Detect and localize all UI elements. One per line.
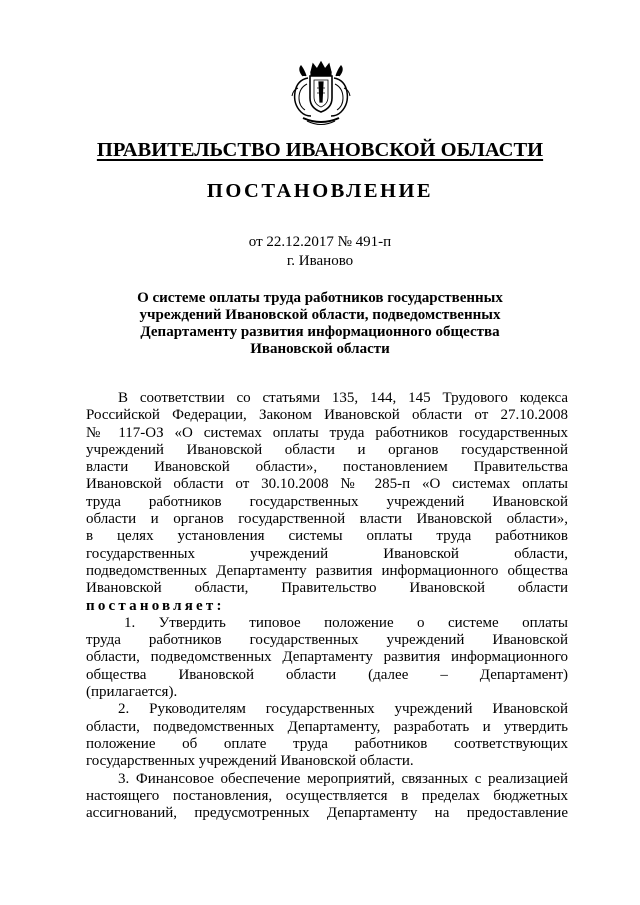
text-line: труда работников государственных учреждений Ивановской (86, 493, 568, 510)
item-1-paragraph (86, 615, 568, 701)
resolves-keyword: постановляет: (86, 597, 225, 614)
text-line: положение об оплате труда работников соответствующих (86, 735, 568, 752)
item-2-paragraph (86, 701, 568, 770)
government-title: ПРАВИТЕЛЬСТВО ИВАНОВСКОЙ ОБЛАСТИ (96, 139, 544, 161)
text-line: Российской Федерации, Законом Ивановской области от 27.10.2008 (86, 407, 568, 424)
text-line: области, подведомственных Департаменту, разработать и утвердить (86, 718, 568, 735)
subject-line: Департаменту развития информационного общества (140, 324, 500, 340)
city-name: г. Иваново (286, 253, 354, 269)
text-line: власти Ивановской области», постановлением Правительства (86, 459, 568, 476)
document-subject (110, 290, 530, 358)
text-line: в целях установления системы оплаты труда работников (86, 528, 568, 545)
text-line: общества Ивановской области (далее – Департамент) (86, 666, 568, 683)
text-line: труда работников государственных учреждений Ивановской (86, 632, 568, 649)
text-line: учреждений Ивановской области и органов государственной (86, 441, 568, 458)
text-line: (прилагается). (86, 684, 178, 701)
coat-of-arms-icon (289, 58, 353, 128)
text-line: государственных учреждений Ивановской области, (86, 545, 568, 562)
text-line: 1. Утвердить типовое положение о системе оплаты (124, 614, 568, 631)
subject-line: учреждений Ивановской области, подведомственных (139, 307, 501, 323)
date-number: от 22.12.2017 № 491-п (248, 234, 392, 250)
text-line: Ивановской области, Правительство Ивановской области (86, 580, 568, 597)
preamble-paragraph (86, 390, 568, 615)
text-line: ассигнований, предусмотренных Департаменту на предоставление (86, 805, 568, 822)
subject-line: Ивановской области (250, 341, 390, 357)
document-type-title: ПОСТАНОВЛЕНИЕ (206, 180, 434, 202)
text-line: Ивановской области от 30.10.2008 № 285-п «О системах оплаты (86, 476, 568, 493)
text-line: 2. Руководителям государственных учреждений Ивановской (118, 701, 568, 718)
text-line: области и органов государственной власти Ивановской области», (86, 511, 568, 528)
text-line: 3. Финансовое обеспечение мероприятий, связанных с реализацией (118, 770, 568, 787)
text-line: № 117-ОЗ «О системах оплаты труда работников государственных (86, 424, 568, 441)
text-line: государственных учреждений Ивановской области. (86, 753, 414, 770)
item-3-paragraph (86, 771, 568, 823)
text-line: подведомственных Департаменту развития информационного общества (86, 562, 568, 579)
document-body (86, 390, 568, 822)
subject-line: О системе оплаты труда работников государственных (137, 290, 503, 306)
text-line: настоящего постановления, осуществляется в пределах бюджетных (86, 787, 568, 804)
text-line: В соответствии со статьями 135, 144, 145 Трудового кодекса (118, 390, 568, 406)
text-line: области, подведомственных Департаменту развития информационного (86, 649, 568, 666)
